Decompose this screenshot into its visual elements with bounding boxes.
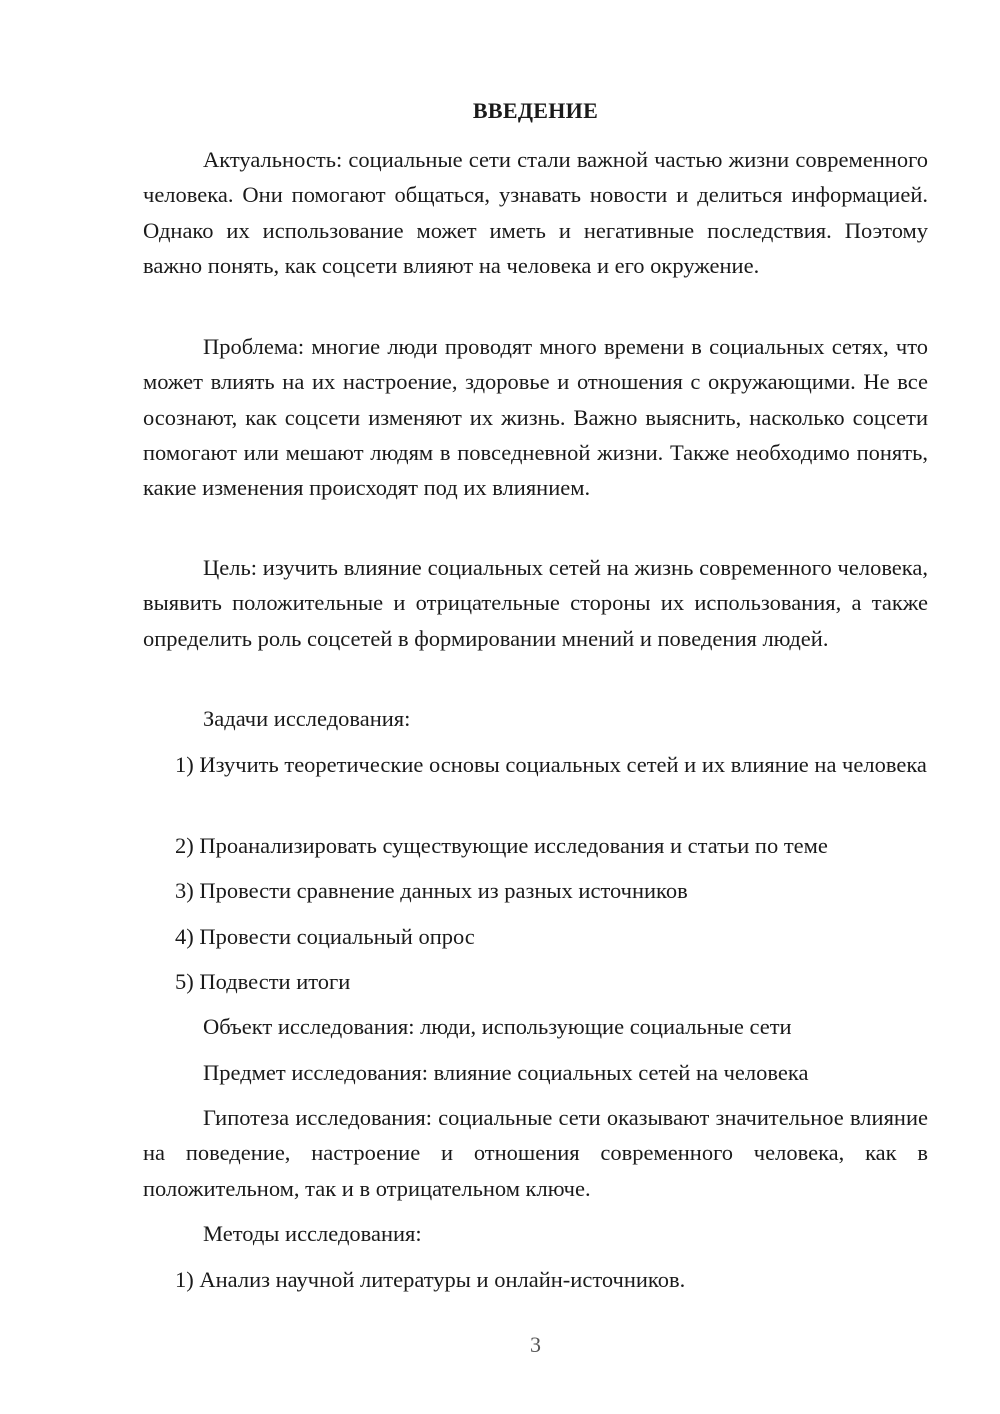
- task-item-5: 5) Подвести итоги: [175, 969, 351, 994]
- task-item-3: 3) Провести сравнение данных из разных источников: [175, 878, 688, 903]
- goal-paragraph: Цель: изучить влияние социальных сетей на жизнь современного человека, выявить положительные и отрицательные стороны их использования, а также определить роль соцсетей в формировании мнений и поведения людей.: [143, 555, 928, 651]
- task-item-1: 1) Изучить теоретические основы социальных сетей и их влияние на человека: [175, 752, 927, 777]
- page-title: ВВЕДЕНИЕ: [472, 98, 599, 123]
- tasks-heading: Задачи исследования:: [203, 706, 411, 731]
- relevance-paragraph: Актуальность: социальные сети стали важной частью жизни современного человека. Они помогают общаться, узнавать новости и делиться информацией. Однако их использование может иметь и негативные последствия. Поэтому важно понять, как соцсети влияют на человека и его окружение.: [143, 147, 928, 278]
- hypothesis-paragraph: Гипотеза исследования: социальные сети оказывают значительное влияние на поведение, настроение и отношения современного человека, как в положительном, так и в отрицательном ключе.: [143, 1105, 928, 1201]
- methods-heading: Методы исследования:: [203, 1221, 422, 1246]
- task-item-4: 4) Провести социальный опрос: [175, 924, 475, 949]
- page-number: 3: [530, 1332, 541, 1357]
- document-page: [143, 0, 928, 1414]
- research-object: Объект исследования: люди, использующие социальные сети: [203, 1014, 792, 1039]
- task-item-2: 2) Проанализировать существующие исследования и статьи по теме: [175, 833, 828, 858]
- research-subject: Предмет исследования: влияние социальных сетей на человека: [203, 1060, 809, 1085]
- problem-paragraph: Проблема: многие люди проводят много времени в социальных сетях, что может влиять на их настроение, здоровье и отношения с окружающими. Не все осознают, как соцсети изменяют их жизнь. Важно выяснить, насколько соцсети помогают или мешают людям в повседневной жизни. Также необходимо понять, какие изменения происходят под их влиянием.: [143, 334, 928, 501]
- method-item-1: 1) Анализ научной литературы и онлайн-источников.: [175, 1267, 686, 1292]
